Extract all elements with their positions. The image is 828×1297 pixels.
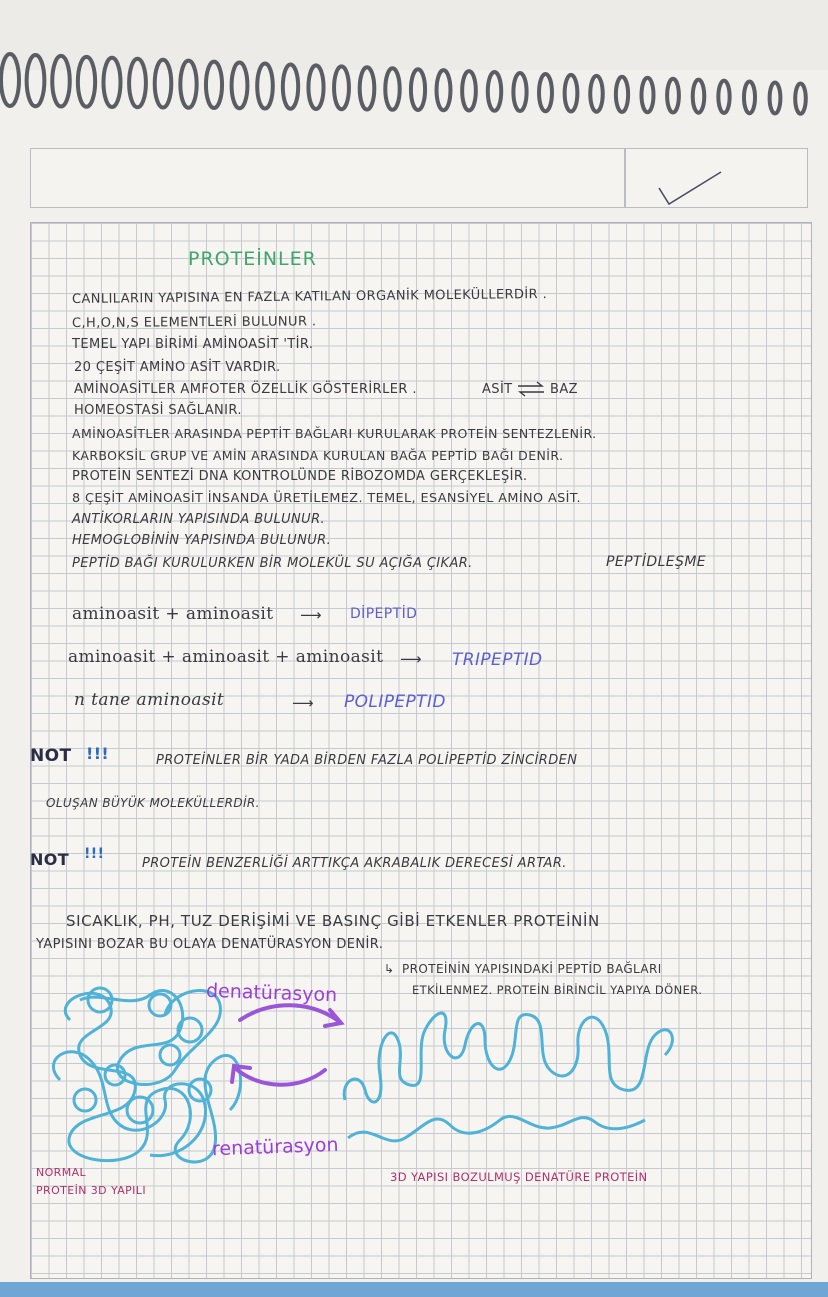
spiral-ring (1, 54, 19, 106)
line-antibodies: ANTİKORLARIN YAPISINDA BULUNUR. (72, 512, 326, 527)
note-exclamation: !!! (86, 744, 110, 763)
equation-dipeptide-right: DİPEPTİD (350, 606, 418, 622)
spiral-ring (667, 79, 679, 113)
denaturation-diagram (40, 960, 800, 1200)
spiral-ring (437, 70, 451, 110)
label-base: BAZ (550, 382, 578, 397)
spiral-ring (718, 81, 729, 113)
spiral-ring (334, 66, 349, 109)
spiral-ring (360, 67, 375, 109)
check-mark-icon (655, 168, 725, 210)
spiral-ring (411, 69, 425, 110)
folded-protein-coil (53, 988, 240, 1162)
page-title: PROTEİNLER (188, 248, 317, 270)
arrow-icon: ⟶ (400, 650, 422, 668)
line-amphoteric: AMİNOASİTLER AMFOTER ÖZELLİK GÖSTERİRLER . (74, 382, 417, 397)
line-water-release: PEPTİD BAĞI KURULURKEN BİR MOLEKÜL SU AÇIĞA ÇIKAR. (72, 556, 473, 571)
spiral-ring (565, 75, 578, 112)
spiral-ring (257, 64, 273, 109)
line-basic-unit: TEMEL YAPI BİRİMİ AMİNOASİT 'TİR. (72, 337, 314, 352)
note-label: NOT (30, 850, 70, 869)
arrow-icon: ⟶ (292, 694, 314, 712)
label-denaturation: denatürasyon (205, 979, 338, 1007)
equation-polypeptide-left: n tane aminoasit (74, 690, 225, 710)
arrow-icon (232, 1005, 341, 1085)
spiral-ring (693, 80, 705, 113)
spiral-ring (488, 72, 501, 111)
spiral-ring (78, 57, 95, 107)
denaturation-note2: ETKİLENMEZ. PROTEİN BİRİNCİL YAPIYA DÖNER. (412, 983, 703, 997)
denaturation-line2: YAPISINI BOZAR BU OLAYA DENATÜRASYON DENİR. (36, 937, 384, 952)
label-acid: ASİT (482, 382, 513, 397)
spiral-binding (0, 40, 828, 140)
spiral-ring (616, 77, 628, 112)
caption-normal-protein: PROTEİN 3D YAPILI (36, 1184, 146, 1197)
label-peptidization: PEPTİDLEŞME (606, 554, 707, 570)
spiral-ring (744, 82, 755, 114)
spiral-ring (513, 73, 526, 111)
note-exclamation: !!! (84, 846, 105, 862)
line-twenty-amino-acids: 20 ÇEŞİT AMİNO ASİT VARDIR. (74, 360, 281, 375)
denaturation-line1: SICAKLIK, PH, TUZ DERİŞİMİ VE BASINÇ GİBİ ETKENLER PROTEİNİN (66, 912, 600, 930)
line-essential-amino-acids: 8 ÇEŞİT AMİNOASİT İNSANDA ÜRETİLEMEZ. TEMEL, ESANSİYEL AMİNO ASİT. (72, 491, 581, 506)
line-organic-molecules: CANLILARIN YAPISINA EN FAZLA KATILAN ORGANİK MOLEKÜLLERDİR . (71, 287, 548, 307)
label-renaturation: renatürasyon (211, 1133, 339, 1161)
spiral-ring (462, 71, 476, 110)
spiral-ring (308, 65, 323, 109)
spiral-ring (590, 76, 602, 112)
spiral-ring (539, 74, 552, 111)
spiral-ring (385, 68, 399, 110)
line-peptide-synthesis: AMİNOASİTLER ARASINDA PEPTİT BAĞLARI KURULARAK PROTEİN SENTEZLENİR. (72, 426, 597, 441)
spiral-ring (206, 62, 222, 108)
spiral-ring (770, 83, 781, 114)
spiral-ring (27, 55, 45, 106)
spiral-ring (155, 60, 172, 108)
caption-normal: NORMAL (36, 1166, 87, 1179)
denaturation-note-arrow: ↳ (384, 962, 395, 976)
equation-polypeptide-right: POLIPEPTID (344, 692, 446, 712)
spiral-ring (642, 78, 654, 113)
line-peptide-bond: KARBOKSİL GRUP VE AMİN ARASINDA KURULAN BAĞA PEPTİD BAĞI DENİR. (72, 448, 564, 463)
equilibrium-arrows-icon (516, 380, 546, 398)
line-homeostasis: HOMEOSTASİ SAĞLANIR. (74, 403, 242, 418)
caption-denatured: 3D YAPISI BOZULMUŞ DENATÜRE PROTEİN (390, 1170, 648, 1184)
denatured-protein-chain (344, 1013, 672, 1141)
arrow-icon: ⟶ (300, 606, 322, 624)
note1-line2: OLUŞAN BÜYÜK MOLEKÜLLERDİR. (46, 796, 260, 810)
spiral-ring (103, 58, 120, 107)
spiral-ring (232, 63, 248, 109)
spiral-ring (180, 61, 196, 108)
denaturation-note1: PROTEİNİN YAPISINDAKİ PEPTİD BAĞLARI (402, 962, 662, 976)
line-hemoglobin: HEMOGLOBİNİN YAPISINDA BULUNUR. (72, 533, 332, 548)
note1-line1: PROTEİNLER BİR YADA BİRDEN FAZLA POLİPEPTİD ZİNCİRDEN (156, 753, 578, 768)
note2-text: PROTEİN BENZERLİĞİ ARTTIKÇA AKRABALIK DERECESİ ARTAR. (142, 856, 567, 871)
note-label: NOT (30, 746, 72, 766)
header-divider (624, 148, 626, 208)
line-ribosome: PROTEİN SENTEZİ DNA KONTROLÜNDE RİBOZOMDA GERÇEKLEŞİR. (72, 469, 528, 484)
spiral-ring (129, 59, 146, 108)
equation-tripeptide-left: aminoasit + aminoasit + aminoasit (68, 647, 384, 667)
equation-dipeptide-left: aminoasit + aminoasit (72, 604, 274, 624)
spiral-ring (283, 64, 298, 108)
equation-tripeptide-right: TRIPEPTID (452, 650, 543, 670)
line-elements: C,H,O,N,S ELEMENTLERİ BULUNUR . (71, 314, 317, 331)
spiral-ring (795, 83, 806, 113)
spiral-ring (52, 56, 70, 107)
bottom-edge (0, 1282, 828, 1297)
